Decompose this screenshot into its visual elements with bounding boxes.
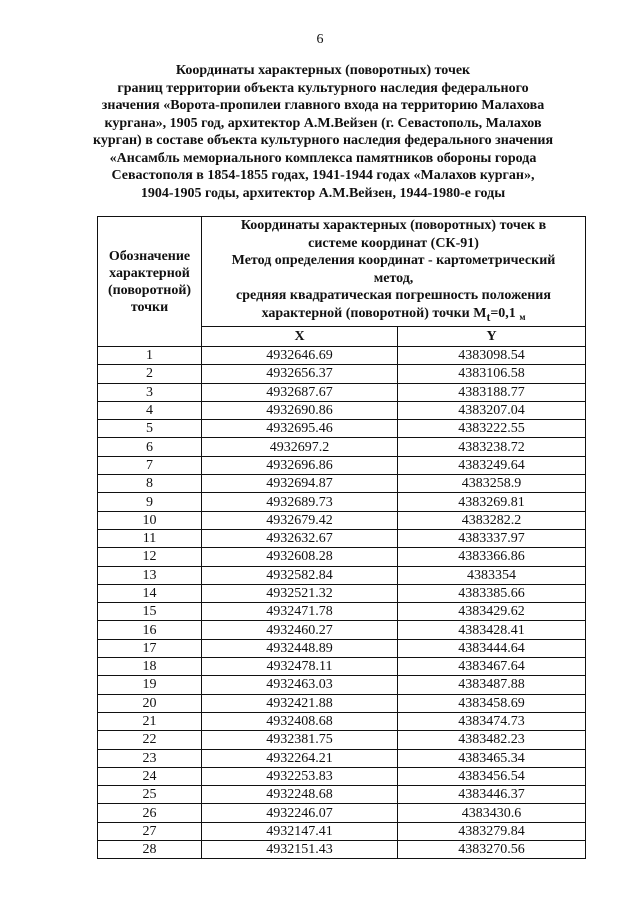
- table-row: [98, 438, 586, 456]
- point-number-cell: 13: [98, 566, 202, 584]
- point-designation-header: [98, 217, 202, 347]
- y-coordinate-cell: 4383465.34: [398, 749, 586, 767]
- table-row: [98, 548, 586, 566]
- table-row: [98, 786, 586, 804]
- x-coordinate-cell: 4932696.86: [202, 456, 398, 474]
- y-coordinate-cell: 4383207.04: [398, 401, 586, 419]
- table-row: [98, 804, 586, 822]
- page-number: 6: [316, 32, 324, 47]
- y-coordinate-cell: 4383482.23: [398, 731, 586, 749]
- y-coordinate-cell: 4383258.9: [398, 475, 586, 493]
- table-row: [98, 529, 586, 547]
- title-line: кургана», 1905 год, архитектор А.М.Вейзен (г. Севастополь, Малахов: [104, 115, 542, 131]
- x-coordinate-cell: 4932471.78: [202, 603, 398, 621]
- point-number-cell: 15: [98, 603, 202, 621]
- point-number-cell: 25: [98, 786, 202, 804]
- y-coordinate-cell: 4383188.77: [398, 383, 586, 401]
- accuracy-text: характерной (поворотной) точки M: [261, 305, 487, 321]
- table-row: [98, 493, 586, 511]
- table-row: [98, 420, 586, 438]
- point-number-cell: 4: [98, 401, 202, 419]
- title-line: «Ансамбль мемориального комплекса памятников обороны города: [109, 150, 537, 166]
- title-line: границ территории объекта культурного наследия федерального: [117, 80, 529, 96]
- point-number-cell: 2: [98, 365, 202, 383]
- y-coordinate-cell: 4383429.62: [398, 603, 586, 621]
- table-row: [98, 365, 586, 383]
- y-coordinate-cell: 4383098.54: [398, 347, 586, 365]
- y-coordinate-cell: 4383444.64: [398, 639, 586, 657]
- table-row: [98, 475, 586, 493]
- y-coordinate-cell: 4383249.64: [398, 456, 586, 474]
- title-line: курган) в составе объекта культурного наследия федерального значения: [92, 133, 554, 148]
- title-line: Координаты характерных (поворотных) точек: [175, 63, 471, 78]
- x-coordinate-cell: 4932147.41: [202, 822, 398, 840]
- coordinates-rows: [98, 347, 586, 859]
- x-coordinate-cell: 4932478.11: [202, 658, 398, 676]
- point-number-cell: 28: [98, 841, 202, 859]
- title-line: 1904-1905 годы, архитектор А.М.Вейзен, 1944-1980-е годы: [140, 185, 506, 201]
- table-row: [98, 822, 586, 840]
- y-coordinate-cell: 4383270.56: [398, 841, 586, 859]
- x-coordinate-cell: 4932264.21: [202, 749, 398, 767]
- point-number-cell: 1: [98, 347, 202, 365]
- y-coordinate-cell: 4383446.37: [398, 786, 586, 804]
- accuracy-subscript: t: [486, 310, 491, 324]
- point-number-cell: 24: [98, 767, 202, 785]
- table-row: [98, 676, 586, 694]
- y-coordinate-cell: 4383282.2: [398, 511, 586, 529]
- x-coordinate-cell: 4932521.32: [202, 584, 398, 602]
- point-number-cell: 27: [98, 822, 202, 840]
- y-coordinate-cell: 4383458.69: [398, 694, 586, 712]
- x-coordinate-cell: 4932381.75: [202, 731, 398, 749]
- header-line: точки: [130, 299, 169, 315]
- x-coordinate-cell: 4932646.69: [202, 347, 398, 365]
- y-coordinate-cell: 4383279.84: [398, 822, 586, 840]
- x-coordinate-cell: 4932463.03: [202, 676, 398, 694]
- point-number-cell: 21: [98, 712, 202, 730]
- point-number-cell: 9: [98, 493, 202, 511]
- table-row: [98, 584, 586, 602]
- x-coordinate-cell: 4932687.67: [202, 383, 398, 401]
- table-row: [98, 712, 586, 730]
- x-coordinate-cell: 4932695.46: [202, 420, 398, 438]
- y-coordinate-cell: 4383269.81: [398, 493, 586, 511]
- y-coordinate-cell: 4383106.58: [398, 365, 586, 383]
- column-y-header: Y: [398, 327, 586, 347]
- column-x-header: X: [202, 327, 398, 347]
- x-coordinate-cell: 4932253.83: [202, 767, 398, 785]
- point-number-cell: 11: [98, 529, 202, 547]
- point-number-cell: 6: [98, 438, 202, 456]
- y-coordinate-cell: 4383238.72: [398, 438, 586, 456]
- point-number-cell: 22: [98, 731, 202, 749]
- table-row: [98, 383, 586, 401]
- x-coordinate-cell: 4932694.87: [202, 475, 398, 493]
- point-number-cell: 8: [98, 475, 202, 493]
- x-coordinate-cell: 4932697.2: [202, 438, 398, 456]
- table-row: [98, 767, 586, 785]
- y-coordinate-cell: 4383222.55: [398, 420, 586, 438]
- y-coordinate-cell: 4383456.54: [398, 767, 586, 785]
- table-row: [98, 347, 586, 365]
- title-line: значения «Ворота-пропилеи главного входа на территорию Малахова: [101, 98, 545, 113]
- x-coordinate-cell: 4932656.37: [202, 365, 398, 383]
- header-line-accuracy: [202, 305, 585, 327]
- point-number-cell: 7: [98, 456, 202, 474]
- y-coordinate-cell: 4383385.66: [398, 584, 586, 602]
- table-row: [98, 639, 586, 657]
- x-coordinate-cell: 4932582.84: [202, 566, 398, 584]
- point-number-cell: 12: [98, 548, 202, 566]
- table-row: [98, 401, 586, 419]
- point-number-cell: 16: [98, 621, 202, 639]
- table-row: [98, 731, 586, 749]
- y-coordinate-cell: 4383337.97: [398, 529, 586, 547]
- point-number-cell: 20: [98, 694, 202, 712]
- coordinates-table: [97, 216, 586, 859]
- point-number-cell: 23: [98, 749, 202, 767]
- x-coordinate-cell: 4932448.89: [202, 639, 398, 657]
- x-coordinate-cell: 4932679.42: [202, 511, 398, 529]
- x-coordinate-cell: 4932248.68: [202, 786, 398, 804]
- point-number-cell: 17: [98, 639, 202, 657]
- table-row: [98, 456, 586, 474]
- y-coordinate-cell: 4383474.73: [398, 712, 586, 730]
- x-coordinate-cell: 4932460.27: [202, 621, 398, 639]
- header-line: метод,: [373, 270, 414, 286]
- y-coordinate-cell: 4383354: [398, 566, 586, 584]
- point-number-cell: 3: [98, 383, 202, 401]
- x-coordinate-cell: 4932608.28: [202, 548, 398, 566]
- x-coordinate-cell: 4932632.67: [202, 529, 398, 547]
- y-coordinate-cell: 4383487.88: [398, 676, 586, 694]
- x-coordinate-cell: 4932690.86: [202, 401, 398, 419]
- table-row: [98, 603, 586, 621]
- point-number-cell: 5: [98, 420, 202, 438]
- point-number-cell: 26: [98, 804, 202, 822]
- point-number-cell: 10: [98, 511, 202, 529]
- header-line: Координаты характерных (поворотных) точек в: [240, 218, 547, 233]
- y-coordinate-cell: 4383428.41: [398, 621, 586, 639]
- header-line: характерной: [109, 265, 190, 281]
- y-coordinate-cell: 4383430.6: [398, 804, 586, 822]
- table-row: [98, 749, 586, 767]
- x-coordinate-cell: 4932408.68: [202, 712, 398, 730]
- point-number-cell: 14: [98, 584, 202, 602]
- accuracy-value: =0,1: [490, 305, 520, 321]
- x-coordinate-cell: 4932151.43: [202, 841, 398, 859]
- header-line: Обозначение: [108, 248, 191, 264]
- table-row: [98, 694, 586, 712]
- header-line: Метод определения координат - картометрический: [231, 253, 556, 268]
- point-number-cell: 19: [98, 676, 202, 694]
- title-line: Севастополя в 1854-1855 годах, 1941-1944 годах «Малахов курган»,: [111, 168, 535, 183]
- document-title: [88, 62, 558, 202]
- coordinates-system-header: [202, 217, 586, 327]
- accuracy-unit: м: [519, 311, 526, 322]
- header-line: средняя квадратическая погрешность положения: [236, 288, 551, 303]
- y-coordinate-cell: 4383467.64: [398, 658, 586, 676]
- x-coordinate-cell: 4932689.73: [202, 493, 398, 511]
- x-coordinate-cell: 4932421.88: [202, 694, 398, 712]
- x-coordinate-cell: 4932246.07: [202, 804, 398, 822]
- table-row: [98, 621, 586, 639]
- table-row: [98, 658, 586, 676]
- table-row: [98, 566, 586, 584]
- table-row: [98, 511, 586, 529]
- header-line: системе координат (СК-91): [308, 235, 479, 251]
- point-number-cell: 18: [98, 658, 202, 676]
- y-coordinate-cell: 4383366.86: [398, 548, 586, 566]
- table-row: [98, 841, 586, 859]
- header-line: (поворотной): [107, 282, 192, 298]
